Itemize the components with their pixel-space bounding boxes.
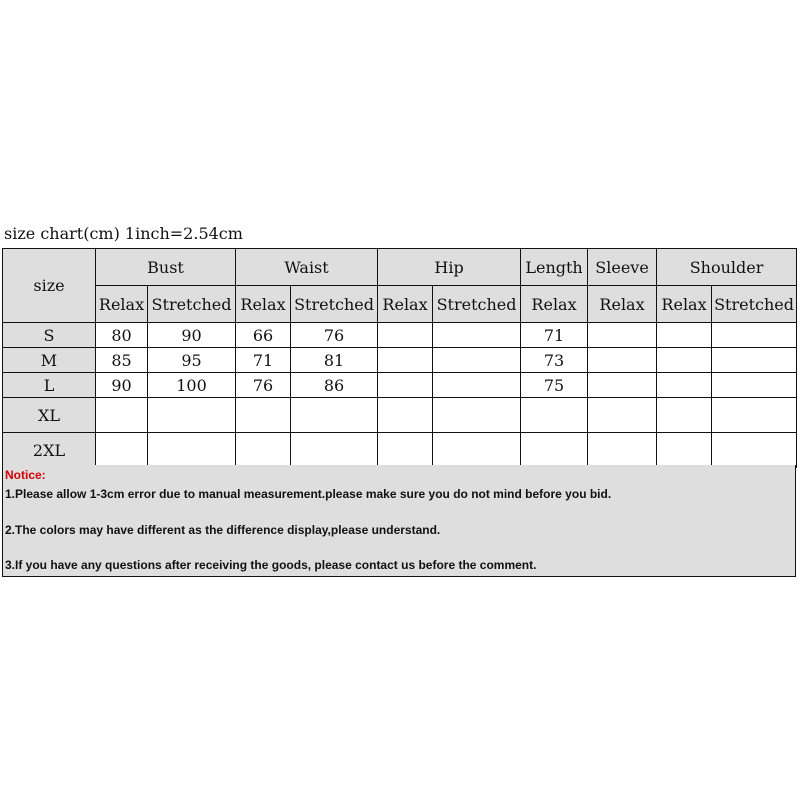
table-cell: 85 (96, 348, 148, 373)
table-cell (236, 433, 291, 468)
table-cell (378, 398, 433, 433)
subheader: Stretched (712, 286, 797, 323)
table-cell: 71 (521, 323, 588, 348)
table-cell (588, 433, 657, 468)
table-cell (148, 433, 236, 468)
table-cell (433, 348, 521, 373)
table-cell (96, 433, 148, 468)
group-header-shoulder: Shoulder (657, 249, 797, 286)
table-cell (657, 433, 712, 468)
notice-label: Notice: (5, 468, 46, 482)
table-row (3, 398, 797, 433)
table-row (3, 373, 797, 398)
table-cell (291, 398, 378, 433)
size-header: size (3, 249, 96, 323)
size-label: S (3, 323, 96, 348)
table-cell: 66 (236, 323, 291, 348)
table-cell: 75 (521, 373, 588, 398)
table-cell: 71 (236, 348, 291, 373)
subheader: Relax (521, 286, 588, 323)
size-label: XL (3, 398, 96, 433)
table-cell (291, 433, 378, 468)
table-cell (433, 398, 521, 433)
subheader: Stretched (433, 286, 521, 323)
table-cell: 95 (148, 348, 236, 373)
notice-line-2: 2.The colors may have different as the difference display,please understand. (5, 523, 441, 537)
size-label: 2XL (3, 433, 96, 468)
table-cell: 100 (148, 373, 236, 398)
group-header-hip: Hip (378, 249, 521, 286)
size-label: M (3, 348, 96, 373)
table-cell (433, 373, 521, 398)
table-cell (433, 433, 521, 468)
table-cell (712, 398, 797, 433)
table-cell (521, 398, 588, 433)
table-cell: 73 (521, 348, 588, 373)
subheader: Relax (96, 286, 148, 323)
table-cell (378, 348, 433, 373)
table-cell (236, 398, 291, 433)
subheader: Relax (378, 286, 433, 323)
table-cell (96, 398, 148, 433)
notice-line-1: 1.Please allow 1-3cm error due to manual measurement.please make sure you do not mind before you bid. (5, 487, 612, 501)
table-cell: 76 (236, 373, 291, 398)
table-cell (712, 323, 797, 348)
table-cell (588, 373, 657, 398)
table-cell (588, 348, 657, 373)
header-row-sub (3, 286, 797, 323)
table-cell (433, 323, 521, 348)
table-cell (148, 398, 236, 433)
subheader: Stretched (148, 286, 236, 323)
table-cell: 90 (96, 373, 148, 398)
header-row-groups (3, 249, 797, 286)
subheader: Relax (236, 286, 291, 323)
table-cell (712, 373, 797, 398)
table-cell (378, 433, 433, 468)
table-cell (657, 373, 712, 398)
table-cell (657, 348, 712, 373)
table-cell (712, 348, 797, 373)
notice-box (2, 465, 796, 577)
notice-line-3: 3.If you have any questions after receiving the goods, please contact us before the comment. (5, 558, 537, 572)
table-cell (712, 433, 797, 468)
table-cell: 80 (96, 323, 148, 348)
table-cell: 90 (148, 323, 236, 348)
table-row (3, 433, 797, 468)
group-header-length: Length (521, 249, 588, 286)
table-cell (588, 323, 657, 348)
table-cell: 81 (291, 348, 378, 373)
table-cell (588, 398, 657, 433)
subheader: Stretched (291, 286, 378, 323)
group-header-sleeve: Sleeve (588, 249, 657, 286)
table-cell (657, 398, 712, 433)
table-cell: 86 (291, 373, 378, 398)
subheader: Relax (657, 286, 712, 323)
size-label: L (3, 373, 96, 398)
size-table (2, 248, 797, 468)
table-row (3, 348, 797, 373)
table-row (3, 323, 797, 348)
table-cell (378, 323, 433, 348)
table-cell (521, 433, 588, 468)
subheader: Relax (588, 286, 657, 323)
table-cell (378, 373, 433, 398)
chart-title: size chart(cm) 1inch=2.54cm (4, 224, 243, 243)
group-header-waist: Waist (236, 249, 378, 286)
table-cell: 76 (291, 323, 378, 348)
group-header-bust: Bust (96, 249, 236, 286)
table-cell (657, 323, 712, 348)
